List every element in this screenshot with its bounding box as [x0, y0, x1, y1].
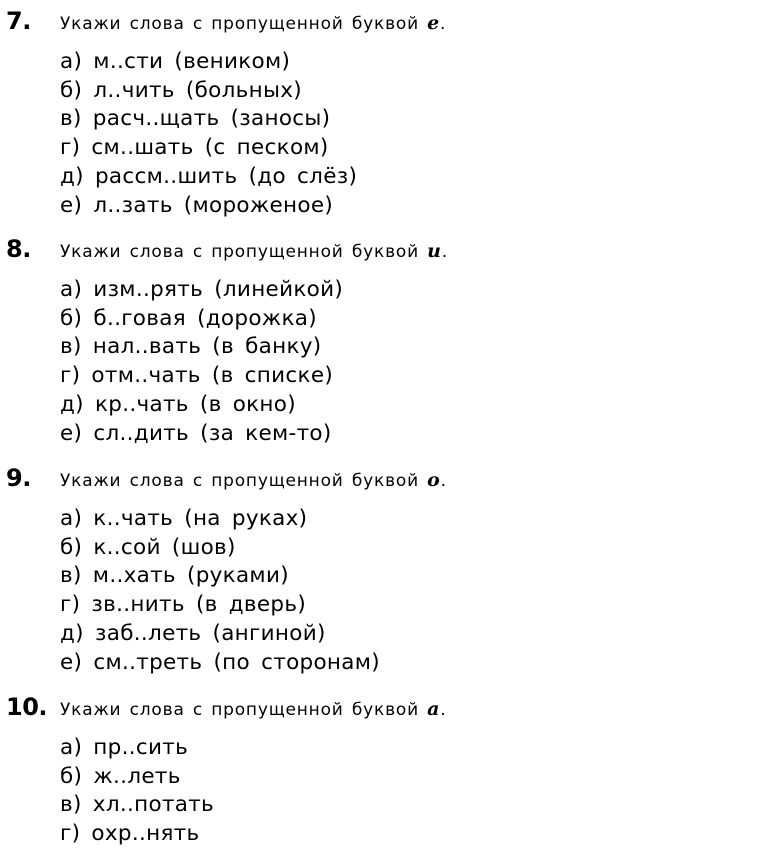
instruction-end: . [440, 700, 447, 720]
options-list [60, 276, 343, 448]
option-b: б) б..говая (дорожка) [60, 305, 317, 331]
option-v: в) расч..щать (заносы) [60, 106, 331, 132]
instruction-text: Укажи слова с пропущенной буквой [60, 471, 419, 491]
instruction-text: Укажи слова с пропущенной буквой [60, 14, 419, 34]
option-a: а) изм..рять (линейкой) [60, 277, 344, 302]
option-a: а) м..сти (веником) [60, 49, 291, 74]
options-list [60, 734, 214, 849]
target-letter: а [427, 698, 441, 720]
option-g: г) зв..нить (в дверь) [60, 592, 307, 618]
task-instruction [60, 234, 448, 269]
task-8 [0, 232, 768, 446]
task-instruction [60, 463, 447, 498]
task-10 [0, 690, 768, 847]
target-letter: и [427, 240, 442, 262]
options-list [60, 48, 357, 220]
target-letter: е [427, 12, 441, 34]
task-number: 9. [6, 464, 31, 492]
option-e: е) л..зать (мороженое) [60, 192, 334, 218]
instruction-end: . [440, 14, 447, 34]
task-header [0, 690, 768, 724]
option-v: в) нал..вать (в банку) [60, 334, 322, 360]
option-a: а) пр..сить [60, 735, 189, 760]
option-d: д) заб..леть (ангиной) [60, 620, 326, 646]
option-e: е) сл..дить (за кем-то) [60, 420, 332, 446]
option-b: б) л..чить (больных) [60, 77, 302, 103]
options-list [60, 505, 380, 677]
task-number: 10. [6, 693, 48, 721]
option-d: д) рассм..шить (до слёз) [60, 163, 358, 189]
task-header [0, 4, 768, 38]
target-letter: о [427, 469, 441, 491]
instruction-end: . [441, 242, 448, 262]
option-b: б) ж..леть [60, 763, 181, 789]
option-g: г) отм..чать (в списке) [60, 363, 334, 389]
task-instruction [60, 6, 446, 41]
instruction-text: Укажи слова с пропущенной буквой [60, 242, 419, 262]
task-header [0, 232, 768, 266]
task-header [0, 461, 768, 495]
option-v: в) м..хать (руками) [60, 563, 289, 589]
option-e: е) см..треть (по сторонам) [60, 649, 380, 675]
instruction-text: Укажи слова с пропущенной буквой [60, 700, 419, 720]
option-a: а) к..чать (на руках) [60, 506, 308, 531]
option-v: в) хл..потать [60, 792, 215, 818]
instruction-end: . [440, 471, 447, 491]
option-g: г) охр..нять [60, 821, 200, 847]
task-number: 8. [6, 235, 31, 263]
task-9 [0, 461, 768, 675]
option-b: б) к..сой (шов) [60, 534, 236, 560]
option-d: д) кр..чать (в окно) [60, 391, 296, 417]
task-number: 7. [6, 7, 31, 35]
task-instruction [60, 692, 447, 727]
option-g: г) см..шать (с песком) [60, 135, 329, 161]
task-7 [0, 4, 768, 218]
